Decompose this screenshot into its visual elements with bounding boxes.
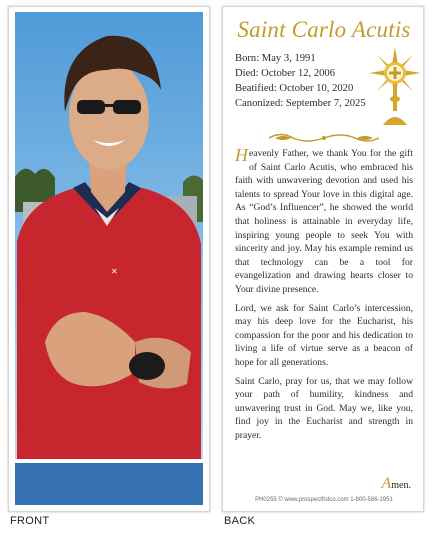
prayer-dropcap: H xyxy=(235,145,248,165)
card-title: Saint Carlo Acutis xyxy=(237,17,411,42)
prayer-paragraph-2: Lord, we ask for Saint Carlo’s intercession, may his deep love for the Eucharist, his compassion for the poor and his dedication to living a life of virtue serve as a beacon of hope for all generations. xyxy=(235,302,413,368)
prayer-paragraph-3: Saint Carlo, pray for us, that we may follow your path of humility, kindness and unwavering trust in God. May we, like you, find joy in the Eucharist and strength in prayer. xyxy=(235,375,413,441)
born-date: Born: May 3, 1991 xyxy=(235,53,316,64)
svg-text:✕: ✕ xyxy=(111,267,118,276)
canonized-date: Canonized: September 7, 2025 xyxy=(235,98,366,109)
ornament-divider xyxy=(267,131,381,145)
amen: Amen. xyxy=(381,475,411,492)
monstrance-icon xyxy=(369,43,421,129)
publisher-footer: PH0255 © www.prospectfislco.com 1-800-586-1951 xyxy=(255,497,393,503)
front-card xyxy=(8,6,210,512)
back-caption: BACK xyxy=(224,515,256,527)
saint-photo xyxy=(15,12,203,459)
prayer-paragraph-1: Heavenly Father, we thank You for the gift of Saint Carlo Acutis, who embraced his faith with unwavering devotion and used his talents to spread Your love in this digital age. As “God’s Influencer”, he showed the world that holiness is attainable in everyday life, inspiring young people to seek You with sincerity and joy. May his example remind us that technology can be a tool for evangelization and drawing hearts closer to Your divine presence. xyxy=(235,145,413,295)
front-blue-band xyxy=(15,463,203,505)
front-caption: FRONT xyxy=(10,515,50,527)
prayer-text xyxy=(235,147,413,447)
photo-illustration xyxy=(15,12,203,459)
beatified-date: Beatified: October 10, 2020 xyxy=(235,83,354,94)
died-date: Died: October 12, 2006 xyxy=(235,68,336,79)
back-card xyxy=(222,6,424,512)
